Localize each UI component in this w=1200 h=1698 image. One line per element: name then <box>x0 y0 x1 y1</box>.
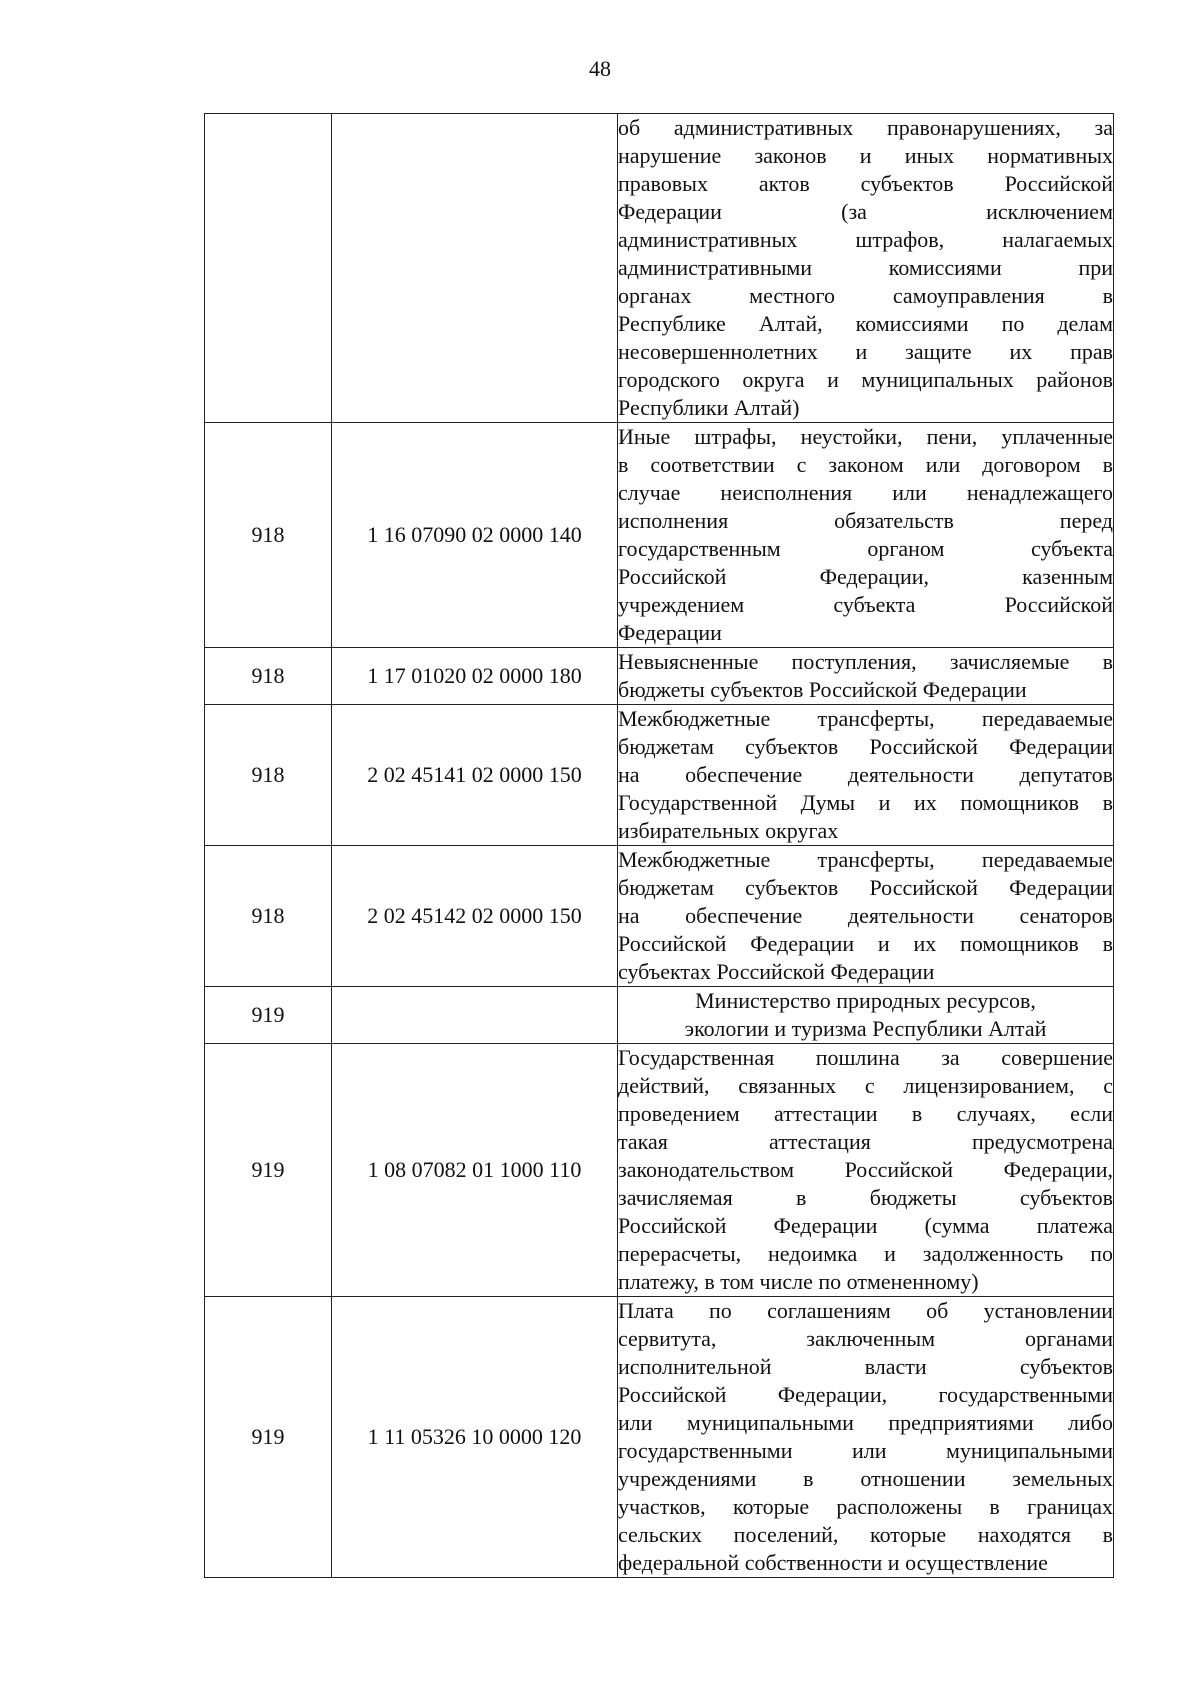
admin-code-cell: 918 <box>205 423 332 648</box>
description-line: участков, которые расположены в границах <box>618 1494 1113 1519</box>
description-cell <box>618 705 1114 846</box>
description-line: сельских поселений, которые находятся в <box>618 1522 1113 1547</box>
description-line: государственным органом субъекта <box>618 536 1113 561</box>
description-line: Межбюджетные трансферты, передаваемые <box>618 706 1113 731</box>
description-line: случае неисполнения или ненадлежащего <box>618 480 1113 505</box>
admin-code-cell <box>205 114 332 423</box>
description-line: Российской Федерации, казенным <box>618 564 1113 589</box>
table-row <box>205 705 1114 846</box>
description-line: или муниципальными предприятиями либо <box>618 1410 1113 1435</box>
admin-code-cell: 918 <box>205 705 332 846</box>
description-line: сервитута, заключенным органами <box>618 1326 1113 1351</box>
description-line: субъектах Российской Федерации <box>618 959 935 984</box>
description-line: перерасчеты, недоимка и задолженность по <box>618 1241 1113 1266</box>
description-line: городского округа и муниципальных районов <box>618 367 1113 392</box>
description-line: на обеспечение деятельности депутатов <box>618 762 1113 787</box>
description-line: экологии и туризма Республики Алтай <box>684 1016 1047 1041</box>
description-cell <box>618 1297 1114 1578</box>
table-row <box>205 846 1114 987</box>
description-line: об административных правонарушениях, за <box>618 115 1113 140</box>
description-line: государственными или муниципальными <box>618 1438 1113 1463</box>
ministry-heading-cell <box>618 987 1114 1044</box>
budget-code-cell: 2 02 45141 02 0000 150 <box>332 705 618 846</box>
table-row <box>205 423 1114 648</box>
description-line: действий, связанных с лицензированием, с <box>618 1073 1113 1098</box>
admin-code-cell: 919 <box>205 1297 332 1578</box>
description-line: органах местного самоуправления в <box>618 283 1113 308</box>
description-line: Плата по соглашениям об установлении <box>618 1298 1113 1323</box>
description-line: правовых актов субъектов Российской <box>618 171 1113 196</box>
description-line: Невыясненные поступления, зачисляемые в <box>618 649 1113 674</box>
description-cell <box>618 648 1114 705</box>
description-line: Федерации (за исключением <box>618 199 1113 224</box>
description-line: Российской Федерации и их помощников в <box>618 931 1113 956</box>
description-line: Государственная пошлина за совершение <box>618 1045 1113 1070</box>
description-cell <box>618 1044 1114 1297</box>
description-line: исполнительной власти субъектов <box>618 1354 1113 1379</box>
description-line: такая аттестация предусмотрена <box>618 1129 1113 1154</box>
table-row <box>205 1297 1114 1578</box>
description-cell <box>618 846 1114 987</box>
table-body <box>205 114 1114 1578</box>
table-row <box>205 1044 1114 1297</box>
description-line: законодательством Российской Федерации, <box>618 1157 1113 1182</box>
description-line: несовершеннолетних и защите их прав <box>618 339 1113 364</box>
description-line: в соответствии с законом или договором в <box>618 452 1113 477</box>
budget-code-cell <box>332 987 618 1044</box>
budget-code-cell: 1 11 05326 10 0000 120 <box>332 1297 618 1578</box>
description-line: бюджетам субъектов Российской Федерации <box>618 734 1113 759</box>
description-line: Российской Федерации (сумма платежа <box>618 1213 1113 1238</box>
description-line: зачисляемая в бюджеты субъектов <box>618 1185 1113 1210</box>
description-line: исполнения обязательств перед <box>618 508 1113 533</box>
admin-code-cell: 918 <box>205 846 332 987</box>
description-line: проведением аттестации в случаях, если <box>618 1101 1113 1126</box>
description-line: бюджетам субъектов Российской Федерации <box>618 875 1113 900</box>
description-line: учреждениями в отношении земельных <box>618 1466 1113 1491</box>
budget-code-cell: 1 16 07090 02 0000 140 <box>332 423 618 648</box>
description-line: Иные штрафы, неустойки, пени, уплаченные <box>618 424 1113 449</box>
description-line: Межбюджетные трансферты, передаваемые <box>618 847 1113 872</box>
admin-code-cell: 919 <box>205 1044 332 1297</box>
budget-code-cell: 2 02 45142 02 0000 150 <box>332 846 618 987</box>
budget-code-cell: 1 08 07082 01 1000 110 <box>332 1044 618 1297</box>
description-line: Министерство природных ресурсов, <box>695 988 1036 1013</box>
description-line: нарушение законов и иных нормативных <box>618 143 1113 168</box>
description-line: Республике Алтай, комиссиями по делам <box>618 311 1113 336</box>
admin-code-cell: 918 <box>205 648 332 705</box>
description-line: федеральной собственности и осуществление <box>618 1550 1048 1575</box>
description-line: Федерации <box>618 620 722 645</box>
description-line: избирательных округах <box>618 818 839 843</box>
description-line: учреждением субъекта Российской <box>618 592 1113 617</box>
description-line: Государственной Думы и их помощников в <box>618 790 1113 815</box>
table-row <box>205 987 1114 1044</box>
table-row <box>205 648 1114 705</box>
description-line: платежу, в том числе по отмененному) <box>618 1269 979 1294</box>
description-cell <box>618 423 1114 648</box>
budget-code-cell: 1 17 01020 02 0000 180 <box>332 648 618 705</box>
description-cell <box>618 114 1114 423</box>
description-line: административными комиссиями при <box>618 255 1113 280</box>
description-line: бюджеты субъектов Российской Федерации <box>618 677 1027 702</box>
table-row <box>205 114 1114 423</box>
admin-code-cell: 919 <box>205 987 332 1044</box>
description-line: административных штрафов, налагаемых <box>618 227 1113 252</box>
budget-code-cell <box>332 114 618 423</box>
description-line: Российской Федерации, государственными <box>618 1382 1113 1407</box>
page-number: 48 <box>589 56 611 81</box>
revenue-codes-table <box>204 113 1114 1578</box>
description-line: Республики Алтай) <box>618 395 800 420</box>
description-line: на обеспечение деятельности сенаторов <box>618 903 1113 928</box>
